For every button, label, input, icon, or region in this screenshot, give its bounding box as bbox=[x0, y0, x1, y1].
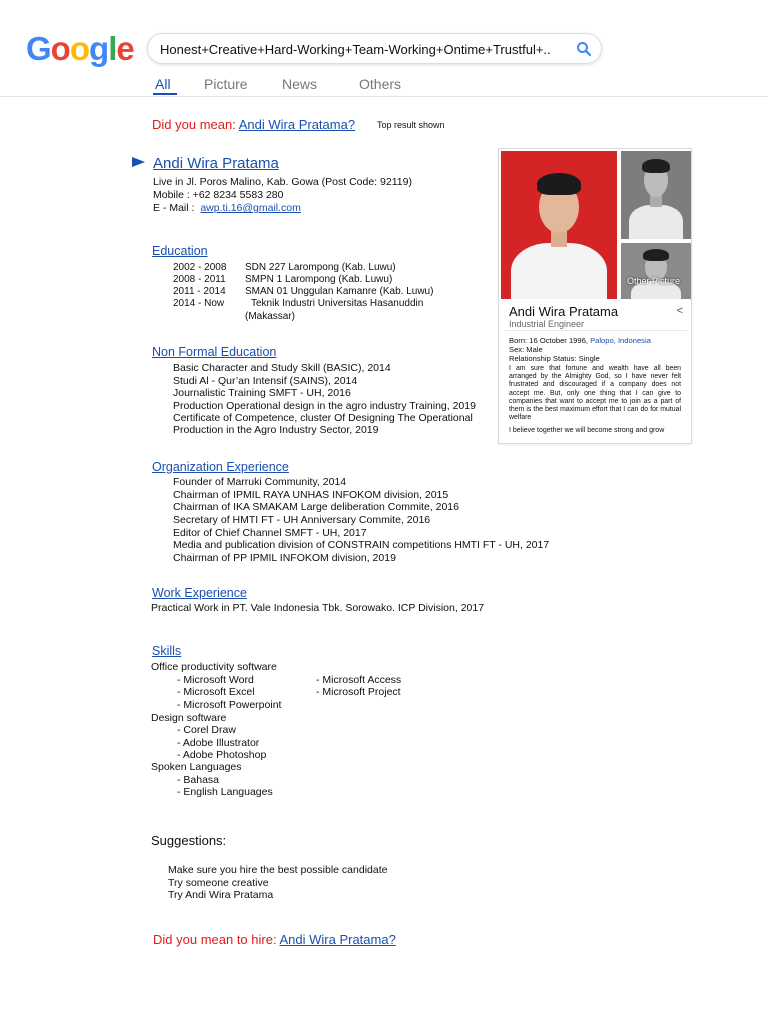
email-label: E - Mail : bbox=[153, 202, 195, 214]
address: Live in Jl. Poros Malino, Kab. Gowa (Post Code: 92119) bbox=[153, 176, 412, 188]
organization-item: Editor of Chief Channel SMFT - UH, 2017 bbox=[173, 527, 367, 539]
email-link[interactable]: awp.ti.16@gmail.com bbox=[200, 202, 301, 214]
hire-prefix: Did you mean to hire: bbox=[153, 932, 277, 947]
education-school: Teknik Industri Universitas Hasanuddin bbox=[251, 298, 424, 309]
panel-sex: Sex: Male bbox=[509, 345, 543, 354]
born-label: Born: 16 October 1996, bbox=[509, 336, 588, 345]
top-result-note: Top result shown bbox=[377, 120, 445, 130]
work-item: Practical Work in PT. Vale Indonesia Tbk. Sorowako. ICP Division, 2017 bbox=[151, 602, 485, 614]
organization-item: Founder of Marruki Community, 2014 bbox=[173, 476, 347, 488]
tab-news[interactable]: News bbox=[282, 76, 318, 92]
search-input[interactable] bbox=[147, 33, 602, 64]
profile-photo[interactable] bbox=[501, 151, 617, 299]
skill-item: - Bahasa bbox=[177, 774, 220, 786]
suggestion-item: Try someone creative bbox=[168, 877, 269, 889]
other-photo-1[interactable] bbox=[621, 151, 691, 239]
result-title-link[interactable]: Andi Wira Pratama bbox=[153, 155, 279, 172]
did-you-mean-prefix: Did you mean: bbox=[152, 117, 236, 132]
skills-heading[interactable]: Skills bbox=[152, 644, 182, 658]
non-formal-item: Studi Al - Qur’an Intensif (SAINS), 2014 bbox=[173, 375, 358, 387]
suggestions-title: Suggestions: bbox=[151, 833, 227, 848]
tab-all[interactable]: All bbox=[155, 76, 171, 92]
logo-letter: o bbox=[50, 30, 70, 67]
non-formal-item: Production in the Agro Industry Sector, 2019 bbox=[173, 424, 379, 436]
skill-item: - Microsoft Powerpoint bbox=[177, 699, 282, 711]
non-formal-item: Journalistic Training SMFT - UH, 2016 bbox=[173, 387, 351, 399]
knowledge-panel bbox=[498, 148, 692, 444]
suggestion-item: Make sure you hire the best possible candidate bbox=[168, 864, 388, 876]
education-years: 2011 - 2014 bbox=[173, 286, 226, 297]
panel-name: Andi Wira Pratama bbox=[509, 304, 619, 319]
education-heading[interactable]: Education bbox=[152, 244, 208, 258]
education-school-continuation: (Makassar) bbox=[245, 311, 296, 322]
panel-divider bbox=[505, 330, 687, 331]
non-formal-heading[interactable]: Non Formal Education bbox=[152, 345, 277, 359]
email-row bbox=[153, 202, 301, 214]
organization-item: Chairman of IPMIL RAYA UNHAS INFOKOM division, 2015 bbox=[173, 489, 449, 501]
organization-item: Chairman of PP IPMIL INFOKOM division, 2019 bbox=[173, 552, 396, 564]
non-formal-item: Certificate of Competence, cluster Of Designing The Operational bbox=[173, 412, 473, 424]
panel-bio: I am sure that fortune and wealth have all been arranged by the Almighty God, so I have never felt frustrated and discouraged if a company does not accept me. But, only one thing that I can give to companies that want to accept me to join as a part of them is the best maximum effort that I can do for mutual welfare bbox=[509, 365, 681, 422]
education-school: SMPN 1 Larompong (Kab. Luwu) bbox=[245, 274, 393, 285]
education-school: SMAN 01 Unggulan Kamanre (Kab. Luwu) bbox=[245, 286, 434, 297]
photo-shirt bbox=[511, 243, 607, 299]
logo-letter: g bbox=[89, 30, 109, 67]
search-query[interactable]: Honest+Creative+Hard-Working+Team-Working+Ontime+Trustful+.. bbox=[160, 42, 551, 57]
skill-item: - Microsoft Access bbox=[316, 674, 402, 686]
google-logo[interactable] bbox=[26, 30, 134, 68]
skills-language-label: Spoken Languages bbox=[151, 761, 242, 773]
tab-picture[interactable]: Picture bbox=[204, 76, 248, 92]
did-you-mean-to-hire bbox=[153, 932, 396, 947]
photo-shirt bbox=[629, 205, 683, 239]
panel-relationship: Relationship Status: Single bbox=[509, 354, 600, 363]
panel-job-title: Industrial Engineer bbox=[509, 319, 585, 329]
photo-hair bbox=[643, 249, 669, 261]
panel-bio-closing: I believe together we will become strong and grow bbox=[509, 427, 665, 434]
did-you-mean-link[interactable]: Andi Wira Pratama? bbox=[238, 117, 356, 132]
logo-letter: o bbox=[69, 30, 90, 67]
skill-item: - Adobe Illustrator bbox=[177, 737, 260, 749]
result-arrow-icon bbox=[132, 157, 145, 167]
panel-born bbox=[509, 336, 651, 345]
logo-letter: G bbox=[26, 30, 51, 67]
tab-others[interactable]: Others bbox=[359, 76, 402, 92]
skill-item: - Microsoft Project bbox=[316, 686, 401, 698]
other-photo-2[interactable] bbox=[621, 243, 691, 299]
education-years: 2008 - 2011 bbox=[173, 274, 226, 285]
header-divider bbox=[0, 96, 768, 97]
skill-item: - Adobe Photoshop bbox=[177, 749, 267, 761]
skill-item: - English Languages bbox=[177, 786, 273, 798]
hire-link[interactable]: Andi Wira Pratama? bbox=[279, 932, 396, 947]
skill-item: - Corel Draw bbox=[177, 724, 236, 736]
non-formal-item: Production Operational design in the agro industry Training, 2019 bbox=[173, 400, 476, 412]
search-icon[interactable] bbox=[575, 40, 593, 58]
born-place-link[interactable]: Palopo, Indonesia bbox=[590, 336, 651, 345]
organization-item: Media and publication division of CONSTRAIN competitions HMTI FT - UH, 2017 bbox=[173, 539, 550, 551]
education-years: 2002 - 2008 bbox=[173, 262, 227, 273]
photo-hair bbox=[537, 173, 581, 195]
skill-item: - Microsoft Excel bbox=[177, 686, 255, 698]
active-tab-indicator bbox=[153, 93, 177, 95]
logo-letter: l bbox=[108, 30, 117, 67]
did-you-mean bbox=[152, 117, 355, 132]
mobile: Mobile : +62 8234 5583 280 bbox=[153, 189, 284, 201]
organization-heading[interactable]: Organization Experience bbox=[152, 460, 289, 474]
organization-item: Chairman of IKA SMAKAM Large deliberation Commite, 2016 bbox=[173, 501, 459, 513]
skill-item: - Microsoft Word bbox=[177, 674, 254, 686]
other-picture-label[interactable]: Other Picture bbox=[627, 276, 681, 286]
skills-office-label: Office productivity software bbox=[151, 661, 277, 673]
non-formal-item: Basic Character and Study Skill (BASIC), 2014 bbox=[173, 362, 391, 374]
photo-hair bbox=[642, 159, 670, 173]
education-years: 2014 - Now bbox=[173, 298, 225, 309]
education-school: SDN 227 Larompong (Kab. Luwu) bbox=[245, 262, 396, 273]
organization-item: Secretary of HMTI FT - UH Anniversary Commite, 2016 bbox=[173, 514, 431, 526]
skills-design-label: Design software bbox=[151, 712, 227, 724]
suggestion-item: Try Andi Wira Pratama bbox=[168, 889, 274, 901]
share-icon[interactable]: < bbox=[676, 305, 683, 317]
work-heading[interactable]: Work Experience bbox=[152, 586, 247, 600]
logo-letter: e bbox=[116, 30, 134, 67]
